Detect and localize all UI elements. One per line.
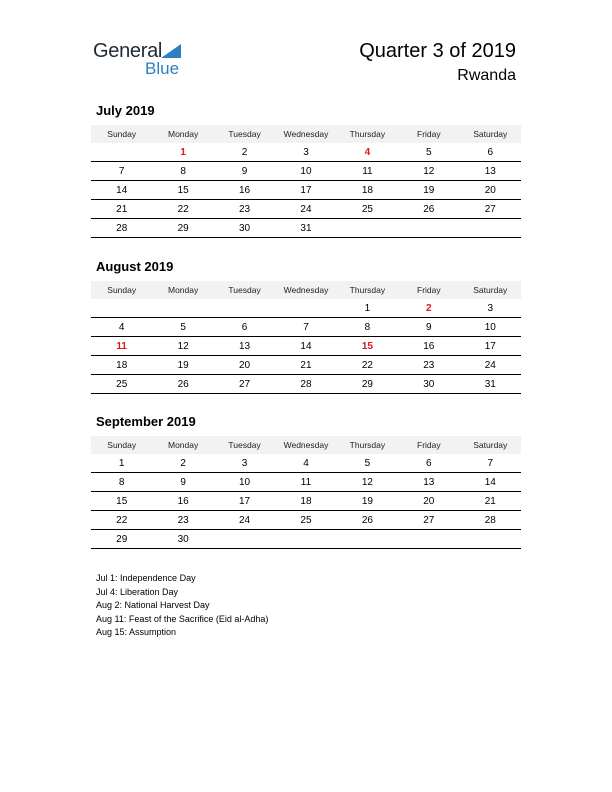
weekday-header: Wednesday xyxy=(275,436,336,454)
week-row xyxy=(91,356,521,375)
weekday-header-row xyxy=(91,436,521,454)
day-cell: 7 xyxy=(275,318,336,337)
day-cell: 3 xyxy=(460,299,521,318)
day-cell: 31 xyxy=(460,375,521,394)
empty-day-cell xyxy=(460,530,521,549)
day-cell: 10 xyxy=(214,473,275,492)
week-row xyxy=(91,530,521,549)
day-cell: 19 xyxy=(398,181,459,200)
day-cell: 8 xyxy=(337,318,398,337)
day-cell: 25 xyxy=(91,375,152,394)
month-block-july xyxy=(91,103,521,238)
day-cell: 26 xyxy=(337,511,398,530)
logo-text-general: General xyxy=(93,40,163,62)
day-cell: 13 xyxy=(460,162,521,181)
empty-day-cell xyxy=(275,530,336,549)
empty-day-cell xyxy=(152,299,213,318)
weekday-header: Thursday xyxy=(337,281,398,299)
weekday-header: Thursday xyxy=(337,436,398,454)
day-cell: 19 xyxy=(337,492,398,511)
day-cell: 9 xyxy=(152,473,213,492)
day-cell: 30 xyxy=(214,219,275,238)
country-name: Rwanda xyxy=(457,67,516,84)
day-cell: 23 xyxy=(398,356,459,375)
day-cell: 26 xyxy=(152,375,213,394)
day-cell: 3 xyxy=(214,454,275,473)
day-cell: 21 xyxy=(91,200,152,219)
day-cell: 4 xyxy=(275,454,336,473)
day-cell: 18 xyxy=(275,492,336,511)
weekday-header: Monday xyxy=(152,125,213,143)
day-cell: 10 xyxy=(275,162,336,181)
month-table xyxy=(91,125,521,238)
holiday-note: Aug 2: National Harvest Day xyxy=(96,600,210,611)
day-cell: 29 xyxy=(337,375,398,394)
day-cell: 14 xyxy=(91,181,152,200)
day-cell: 2 xyxy=(398,299,459,318)
week-row xyxy=(91,454,521,473)
day-cell: 22 xyxy=(337,356,398,375)
empty-day-cell xyxy=(337,219,398,238)
week-row xyxy=(91,219,521,238)
empty-day-cell xyxy=(275,299,336,318)
month-title: September 2019 xyxy=(96,414,196,429)
day-cell: 17 xyxy=(275,181,336,200)
day-cell: 20 xyxy=(398,492,459,511)
day-cell: 5 xyxy=(152,318,213,337)
weekday-header: Friday xyxy=(398,281,459,299)
day-cell: 29 xyxy=(91,530,152,549)
day-cell: 13 xyxy=(398,473,459,492)
day-cell: 8 xyxy=(91,473,152,492)
weekday-header: Saturday xyxy=(460,281,521,299)
day-cell: 21 xyxy=(275,356,336,375)
holiday-note: Jul 1: Independence Day xyxy=(96,573,196,583)
day-cell: 24 xyxy=(460,356,521,375)
day-cell: 17 xyxy=(460,337,521,356)
week-row xyxy=(91,299,521,318)
weekday-header: Tuesday xyxy=(214,281,275,299)
week-row xyxy=(91,375,521,394)
day-cell: 30 xyxy=(152,530,213,549)
day-cell: 13 xyxy=(214,337,275,356)
empty-day-cell xyxy=(398,219,459,238)
day-cell: 15 xyxy=(152,181,213,200)
empty-day-cell xyxy=(337,530,398,549)
weekday-header: Saturday xyxy=(460,436,521,454)
day-cell: 8 xyxy=(152,162,213,181)
day-cell: 16 xyxy=(152,492,213,511)
day-cell: 2 xyxy=(152,454,213,473)
day-cell: 28 xyxy=(275,375,336,394)
day-cell: 17 xyxy=(214,492,275,511)
empty-day-cell xyxy=(398,530,459,549)
month-table xyxy=(91,436,521,549)
day-cell: 7 xyxy=(91,162,152,181)
day-cell: 6 xyxy=(398,454,459,473)
month-title: July 2019 xyxy=(96,103,155,118)
day-cell: 12 xyxy=(398,162,459,181)
day-cell: 19 xyxy=(152,356,213,375)
weekday-header: Tuesday xyxy=(214,436,275,454)
day-cell: 22 xyxy=(91,511,152,530)
month-table xyxy=(91,281,521,394)
empty-day-cell xyxy=(91,299,152,318)
week-row xyxy=(91,511,521,530)
day-cell: 7 xyxy=(460,454,521,473)
day-cell: 1 xyxy=(152,143,213,162)
weekday-header: Tuesday xyxy=(214,125,275,143)
weekday-header-row xyxy=(91,125,521,143)
week-row xyxy=(91,162,521,181)
week-row xyxy=(91,143,521,162)
day-cell: 23 xyxy=(214,200,275,219)
holiday-note: Aug 11: Feast of the Sacrifice (Eid al-Adha) xyxy=(96,613,269,624)
empty-day-cell xyxy=(214,530,275,549)
day-cell: 1 xyxy=(337,299,398,318)
day-cell: 6 xyxy=(214,318,275,337)
day-cell: 5 xyxy=(337,454,398,473)
month-title: August 2019 xyxy=(96,259,174,274)
weekday-header: Thursday xyxy=(337,125,398,143)
weekday-header: Monday xyxy=(152,436,213,454)
day-cell: 27 xyxy=(214,375,275,394)
generalblue-logo xyxy=(93,40,193,80)
week-row xyxy=(91,318,521,337)
day-cell: 27 xyxy=(398,511,459,530)
page-title: Quarter 3 of 2019 xyxy=(359,40,516,62)
day-cell: 23 xyxy=(152,511,213,530)
day-cell: 2 xyxy=(214,143,275,162)
week-row xyxy=(91,492,521,511)
holiday-list xyxy=(96,572,268,640)
day-cell: 27 xyxy=(460,200,521,219)
day-cell: 11 xyxy=(91,337,152,356)
day-cell: 25 xyxy=(275,511,336,530)
month-block-september xyxy=(91,414,521,549)
day-cell: 28 xyxy=(91,219,152,238)
week-row xyxy=(91,473,521,492)
day-cell: 24 xyxy=(214,511,275,530)
weekday-header: Saturday xyxy=(460,125,521,143)
day-cell: 11 xyxy=(275,473,336,492)
day-cell: 5 xyxy=(398,143,459,162)
day-cell: 24 xyxy=(275,200,336,219)
day-cell: 14 xyxy=(460,473,521,492)
empty-day-cell xyxy=(460,219,521,238)
weekday-header: Sunday xyxy=(91,281,152,299)
day-cell: 22 xyxy=(152,200,213,219)
weekday-header: Friday xyxy=(398,436,459,454)
day-cell: 31 xyxy=(275,219,336,238)
day-cell: 25 xyxy=(337,200,398,219)
weekday-header: Friday xyxy=(398,125,459,143)
weekday-header: Wednesday xyxy=(275,281,336,299)
week-row xyxy=(91,200,521,219)
day-cell: 16 xyxy=(398,337,459,356)
day-cell: 10 xyxy=(460,318,521,337)
day-cell: 20 xyxy=(460,181,521,200)
weekday-header-row xyxy=(91,281,521,299)
day-cell: 28 xyxy=(460,511,521,530)
empty-day-cell xyxy=(214,299,275,318)
holiday-note: Jul 4: Liberation Day xyxy=(96,586,179,597)
holiday-note: Aug 15: Assumption xyxy=(96,627,177,638)
day-cell: 26 xyxy=(398,200,459,219)
day-cell: 30 xyxy=(398,375,459,394)
month-block-august xyxy=(91,259,521,394)
day-cell: 9 xyxy=(214,162,275,181)
day-cell: 9 xyxy=(398,318,459,337)
day-cell: 6 xyxy=(460,143,521,162)
day-cell: 29 xyxy=(152,219,213,238)
week-row xyxy=(91,337,521,356)
weekday-header: Monday xyxy=(152,281,213,299)
day-cell: 18 xyxy=(337,181,398,200)
logo-triangle-icon xyxy=(161,44,181,58)
weekday-header: Sunday xyxy=(91,125,152,143)
day-cell: 12 xyxy=(337,473,398,492)
empty-day-cell xyxy=(91,143,152,162)
day-cell: 15 xyxy=(91,492,152,511)
day-cell: 12 xyxy=(152,337,213,356)
day-cell: 3 xyxy=(275,143,336,162)
day-cell: 4 xyxy=(337,143,398,162)
day-cell: 15 xyxy=(337,337,398,356)
day-cell: 1 xyxy=(91,454,152,473)
day-cell: 20 xyxy=(214,356,275,375)
weekday-header: Wednesday xyxy=(275,125,336,143)
weekday-header: Sunday xyxy=(91,436,152,454)
day-cell: 21 xyxy=(460,492,521,511)
day-cell: 4 xyxy=(91,318,152,337)
logo-text-blue: Blue xyxy=(145,59,180,78)
day-cell: 18 xyxy=(91,356,152,375)
week-row xyxy=(91,181,521,200)
day-cell: 11 xyxy=(337,162,398,181)
day-cell: 14 xyxy=(275,337,336,356)
day-cell: 16 xyxy=(214,181,275,200)
